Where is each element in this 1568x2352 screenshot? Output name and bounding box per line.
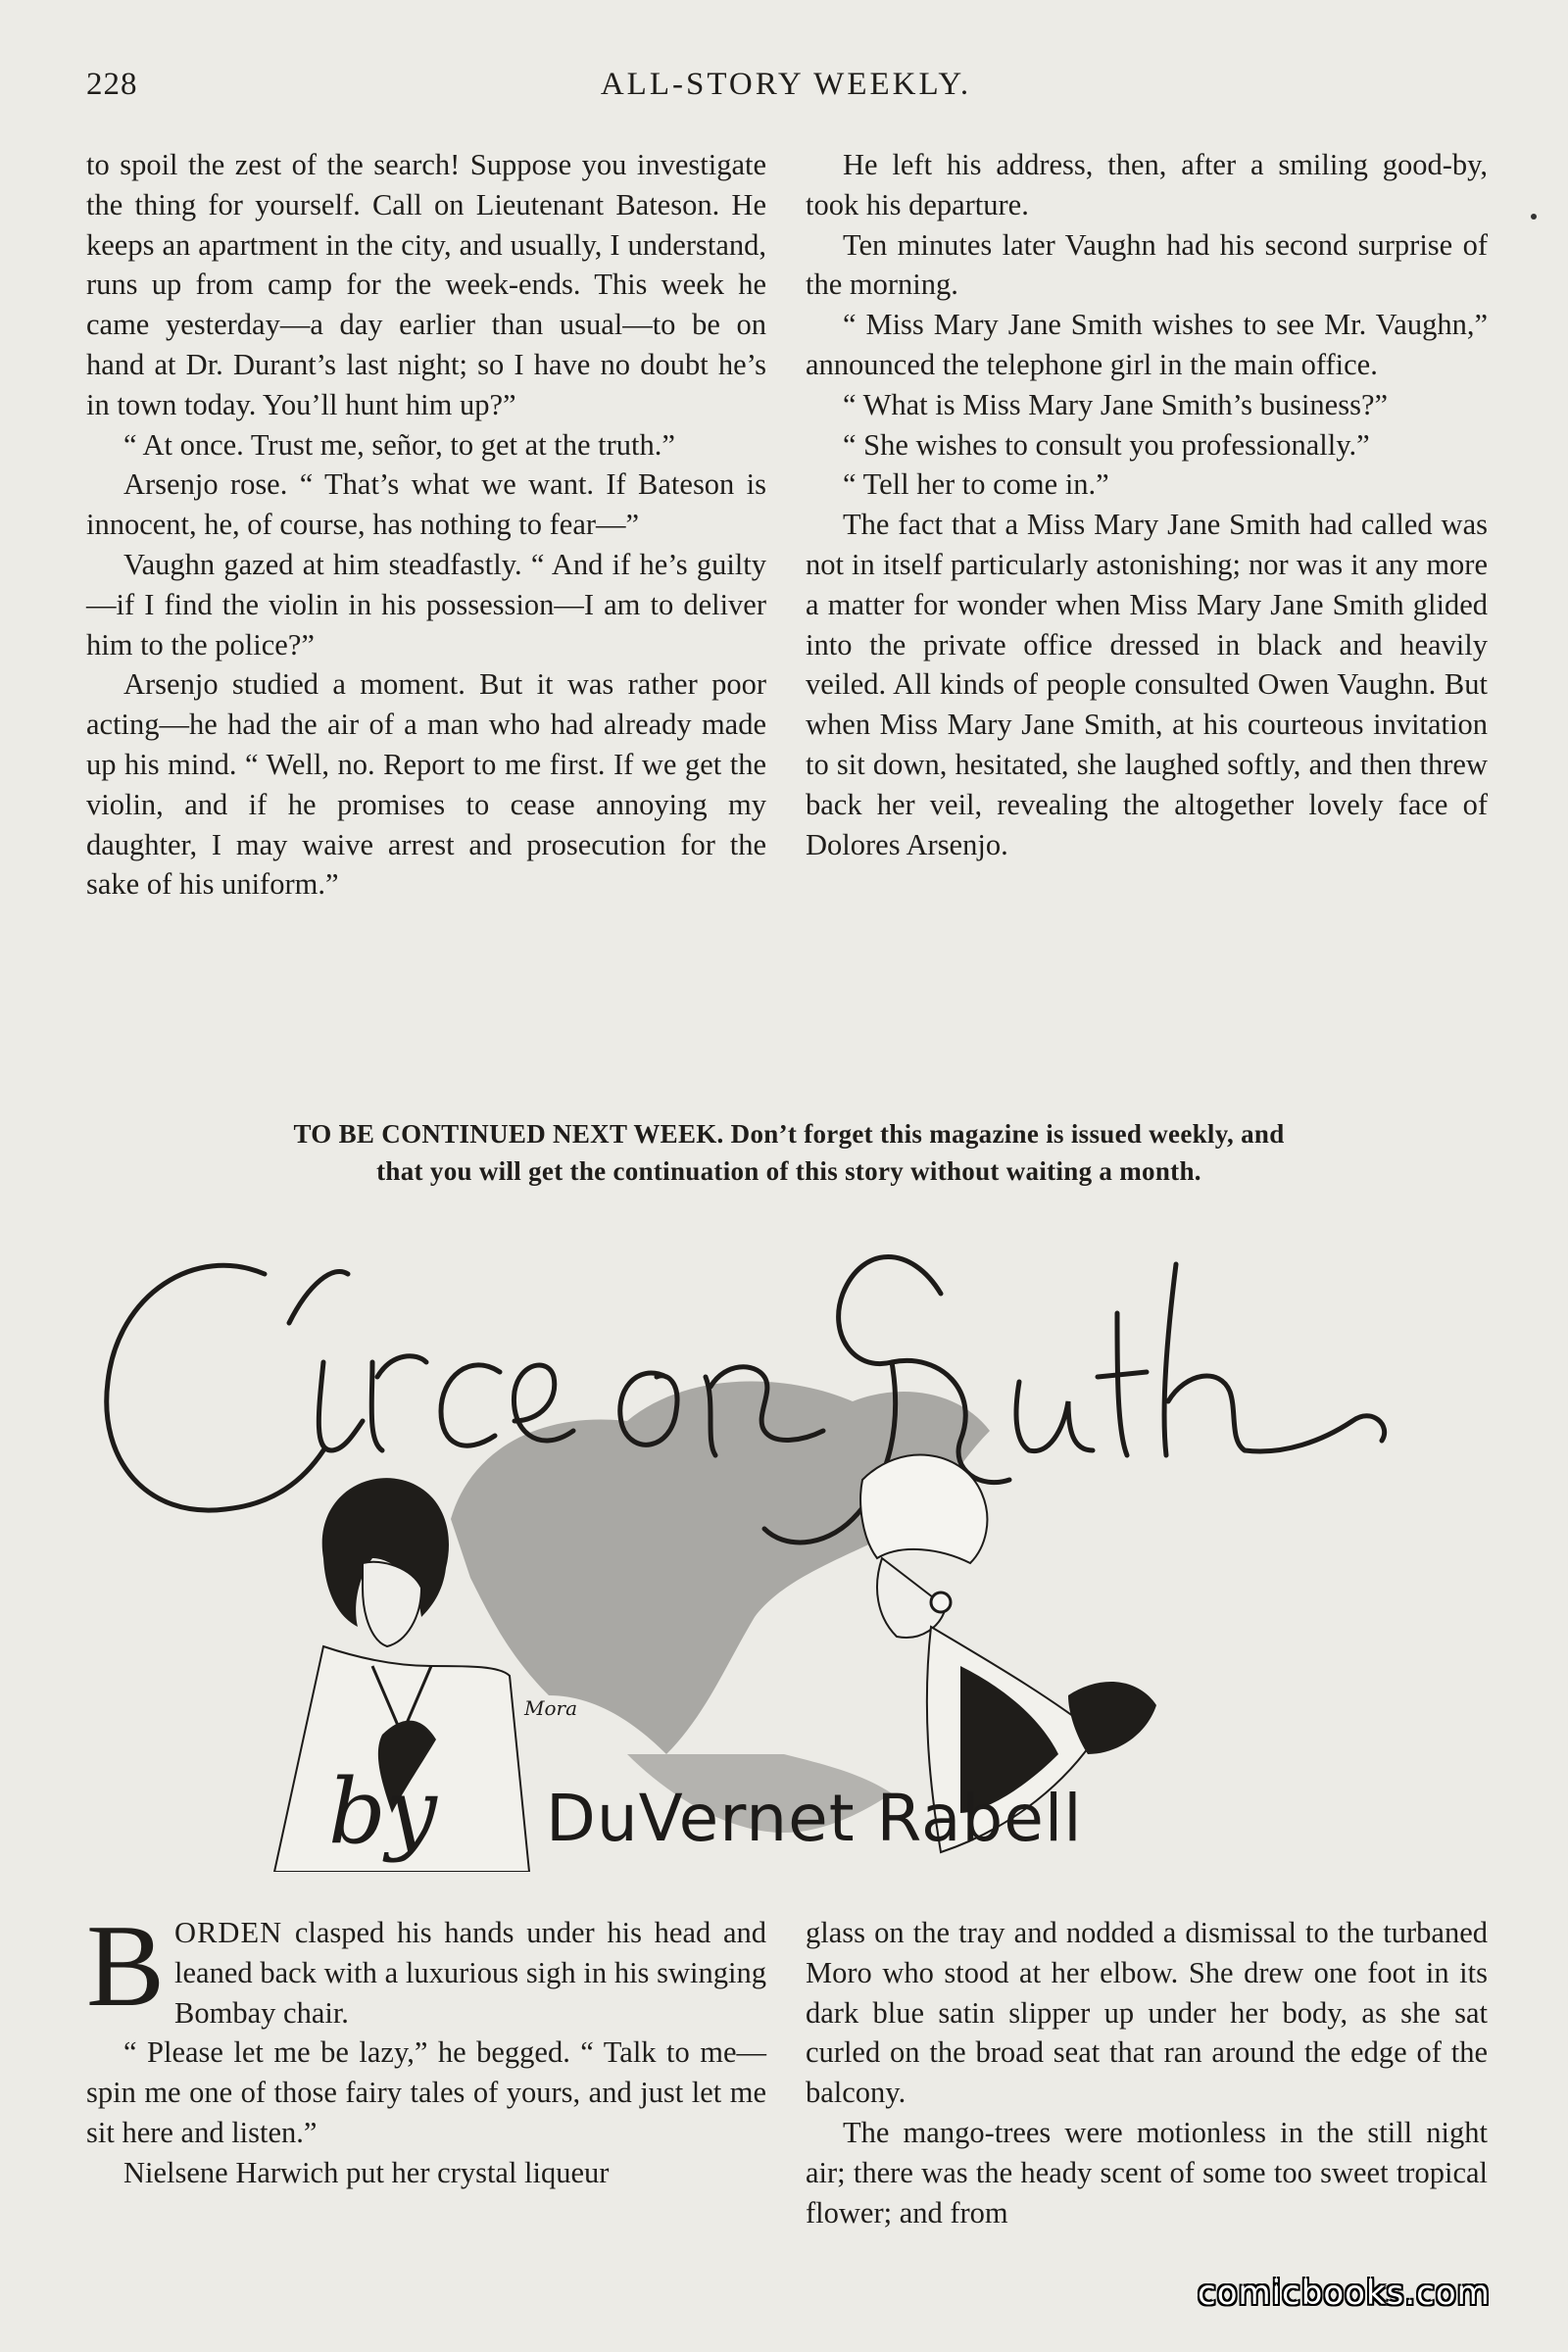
notice-line: that you will get the continuation of this story without waiting a month. bbox=[376, 1156, 1201, 1186]
site-watermark: comicbooks.com bbox=[1198, 2274, 1491, 2313]
paragraph: “ At once. Trust me, señor, to get at the truth.” bbox=[123, 427, 675, 462]
top-right-column bbox=[806, 145, 1488, 864]
paragraph: “ Miss Mary Jane Smith wishes to see Mr. Vaughn,” announced the telephone girl in the main office. bbox=[806, 308, 1488, 381]
paragraph: Vaughn gazed at him steadfastly. “ And if he’s guilty—if I find the violin in his possession—I am to deliver him to the police?” bbox=[86, 547, 766, 662]
opening-word: ORDEN bbox=[174, 1916, 283, 1949]
print-speck bbox=[1531, 214, 1537, 220]
notice-line: TO BE CONTINUED NEXT WEEK. Don’t forget this magazine is issued weekly, and bbox=[293, 1119, 1285, 1149]
page-number: 228 bbox=[86, 67, 138, 102]
bottom-right-column bbox=[806, 1913, 1488, 2232]
bottom-left-column bbox=[86, 1900, 766, 2193]
paragraph: “ What is Miss Mary Jane Smith’s business?” bbox=[843, 387, 1389, 421]
paragraph: Arsenjo rose. “ That’s what we want. If Bateson is innocent, he, of course, has nothing to fear—” bbox=[86, 467, 766, 542]
paragraph: He left his address, then, after a smiling good-by, took his departure. bbox=[806, 148, 1488, 221]
byline bbox=[328, 1759, 1259, 1867]
opening-rest: clasped his hands under his head and leaned back with a luxurious sigh in his swinging Bombay chair. bbox=[174, 1916, 766, 2030]
paragraph: Nielsene Harwich put her crystal liqueur bbox=[123, 2155, 610, 2189]
paragraph: to spoil the zest of the search! Suppose you investigate the thing for yourself. Call on Lieutenant Bateson. He keeps an apartment in the city, and usually, I understand, runs up from camp for the week-ends. This week he came yesterday—a day earlier than usual—to be on hand at Dr. Durant’s last night; so I have no doubt he’s in town today. You’ll hunt him up?” bbox=[86, 148, 766, 421]
artist-signature: Mora bbox=[524, 1696, 578, 1720]
author-name: DuVernet Rabell bbox=[546, 1781, 1083, 1856]
drop-cap: B bbox=[86, 1900, 166, 2031]
opening-paragraph bbox=[86, 1900, 766, 2033]
continued-notice bbox=[88, 1115, 1490, 1190]
paragraph: Ten minutes later Vaughn had his second surprise of the morning. bbox=[806, 227, 1488, 302]
top-left-column bbox=[86, 145, 766, 905]
running-head bbox=[86, 67, 1486, 116]
byline-by: by bbox=[328, 1759, 437, 1864]
paragraph: Arsenjo studied a moment. But it was rather poor acting—he had the air of a man who had already made up his mind. “ Well, no. Report to me first. If we get the violin, and if he promises to cease annoying my daughter, I may waive arrest and prosecution for the sake of his uniform.” bbox=[86, 667, 766, 902]
paragraph: “ Please let me be lazy,” he begged. “ Talk to me—spin me one of those fairy tales of yours, and just let me sit here and listen.” bbox=[86, 2035, 766, 2149]
magazine-title: ALL-STORY WEEKLY. bbox=[600, 67, 972, 102]
paragraph: The fact that a Miss Mary Jane Smith had called was not in itself particularly astonishing; nor was it any more a matter for wonder when Miss Mary Jane Smith glided into the private office dressed in black and heavily veiled. All kinds of people consulted Owen Vaughn. But when Miss Mary Jane Smith, at his courteous invitation to sit down, hesitated, she laughed softly, and then threw back her veil, revealing the altogether lovely face of Dolores Arsenjo. bbox=[806, 508, 1488, 861]
paragraph: “ She wishes to consult you professionally.” bbox=[843, 427, 1370, 462]
paragraph: The mango-trees were motionless in the still night air; there was the heady scent of some too sweet tropical flower; and from bbox=[806, 2115, 1488, 2230]
paragraph: glass on the tray and nodded a dismissal to the turbaned Moro who stood at her elbow. She drew one foot in its dark blue satin slipper up under her body, as she sat curled on the broad seat that ran around the edge of the balcony. bbox=[806, 1916, 1488, 2110]
paragraph: “ Tell her to come in.” bbox=[843, 467, 1109, 502]
